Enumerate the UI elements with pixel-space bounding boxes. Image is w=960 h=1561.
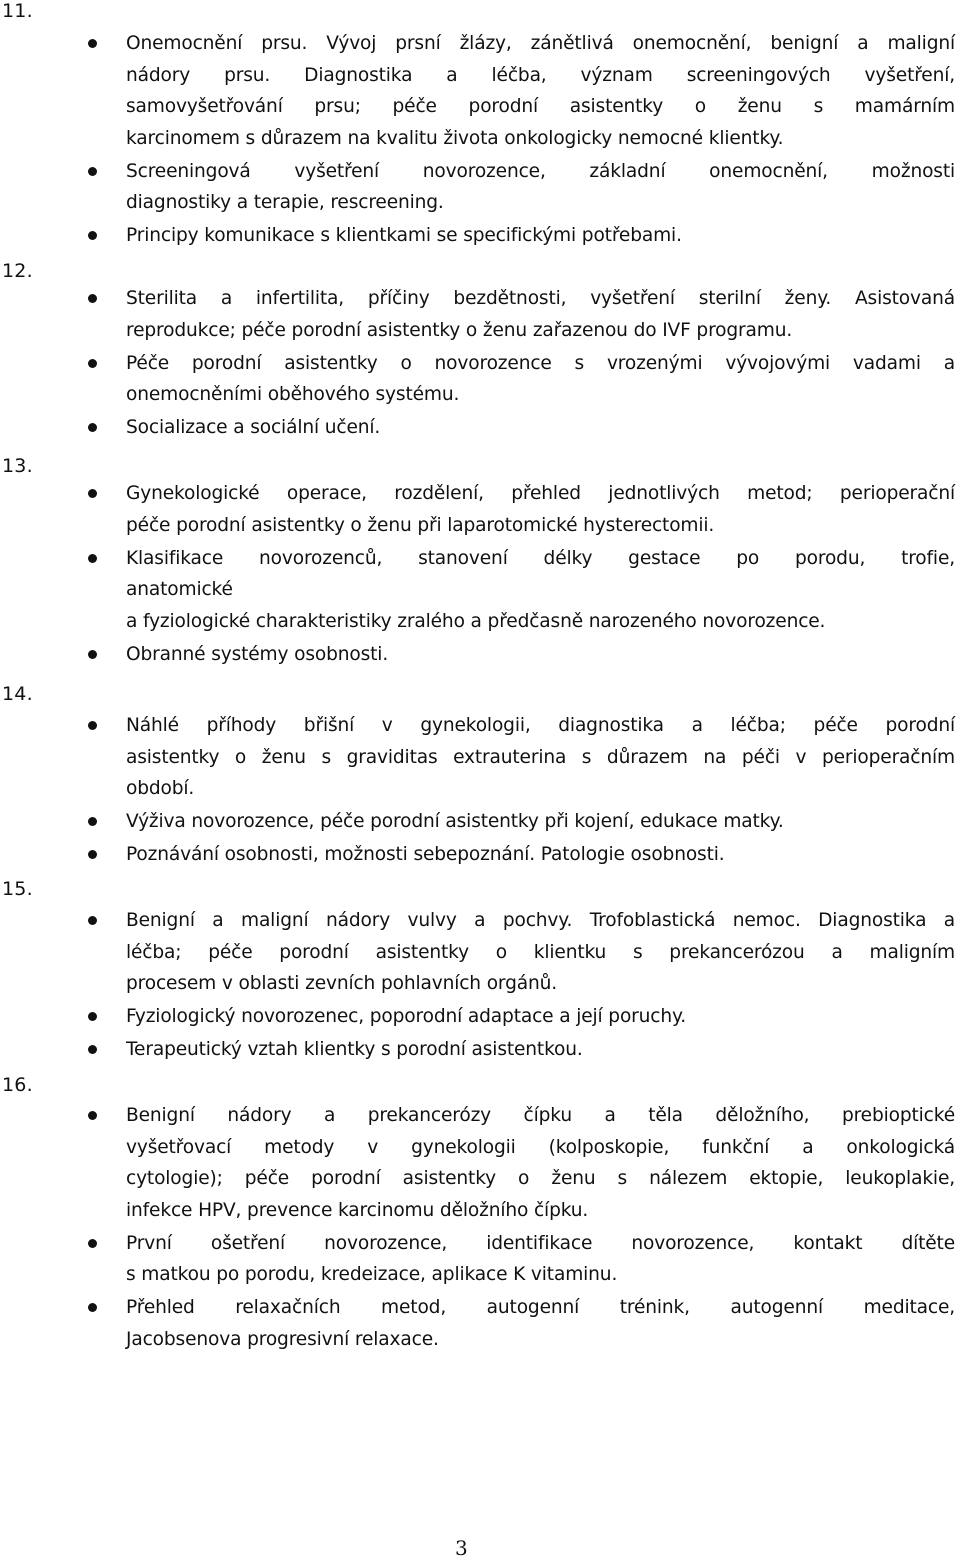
list-item-line: Přehled relaxačních metod, autogenní trénink, autogenní meditace, (126, 1297, 955, 1318)
list-item-line: Klasifikace novorozenců, stanovení délky gestace po porodu, trofie, (126, 547, 955, 569)
list-item-line: asistentky o ženu s graviditas extrauterina s důrazem na péči v perioperačním (126, 746, 955, 768)
bullet-icon (88, 1303, 97, 1312)
bullet-icon (88, 167, 97, 176)
bullet-icon (88, 39, 97, 48)
section-number: 12. (2, 260, 33, 282)
section-number: 16. (2, 1074, 33, 1096)
section-number: 15. (2, 878, 33, 900)
bullet-icon (88, 554, 97, 563)
list-item-line: Poznávání osobnosti, možnosti sebepoznání. Patologie osobnosti. (126, 844, 725, 865)
bullet-icon (88, 721, 97, 730)
list-item-line: Benigní a maligní nádory vulvy a pochvy. Trofoblastická nemoc. Diagnostika a (126, 910, 955, 931)
list-item-line: samovyšetřování prsu; péče porodní asistentky o ženu s mamárním (126, 96, 955, 117)
list-item-line: Náhlé příhody břišní v gynekologii, diagnostika a léčba; péče porodní (126, 715, 955, 736)
list-item-line: onemocněními oběhového systému. (126, 384, 460, 405)
list-item-line: Péče porodní asistentky o novorozence s vrozenými vývojovými vadami a (126, 352, 955, 374)
list-item-line: Socializace a sociální učení. (126, 417, 381, 438)
bullet-icon (88, 1045, 97, 1054)
bullet-icon (88, 850, 97, 859)
list-item-line: Gynekologické operace, rozdělení, přehled jednotlivých metod; perioperační (126, 483, 955, 504)
list-item-line: a fyziologické charakteristiky zralého a předčasně narozeného novorozence. (126, 610, 826, 632)
list-item-line: období. (126, 778, 195, 799)
bullet-icon (88, 1111, 97, 1120)
list-item-line: Onemocnění prsu. Vývoj prsní žlázy, zánětlivá onemocnění, benigní a maligní (126, 33, 955, 54)
bullet-icon (88, 423, 97, 432)
section-number: 14. (2, 683, 33, 705)
bullet-icon (88, 359, 97, 368)
list-item-line: anatomické (126, 579, 233, 600)
list-item-line: procesem v oblasti zevních pohlavních orgánů. (126, 973, 558, 994)
bullet-icon (88, 916, 97, 925)
bullet-icon (88, 1239, 97, 1248)
bullet-icon (88, 294, 97, 303)
list-item-line: Benigní nádory a prekancerózy čípku a těla děložního, prebioptické (126, 1105, 955, 1126)
list-item-line: Jacobsenova progresivní relaxace. (126, 1328, 439, 1350)
list-item-line: vyšetřovací metody v gynekologii (kolposkopie, funkční a onkologická (126, 1136, 955, 1158)
list-item-line: První ošetření novorozence, identifikace novorozence, kontakt dítěte (126, 1232, 955, 1254)
list-item-line: Obranné systémy osobnosti. (126, 643, 389, 665)
bullet-icon (88, 650, 97, 659)
list-item-line: Výživa novorozence, péče porodní asistentky při kojení, edukace matky. (126, 811, 784, 832)
list-item-line: Fyziologický novorozenec, poporodní adaptace a její poruchy. (126, 1006, 686, 1027)
page-number: 3 (455, 1536, 468, 1560)
list-item-line: nádory prsu. Diagnostika a léčba, význam screeningových vyšetření, (126, 64, 955, 86)
list-item-line: reprodukce; péče porodní asistentky o ženu zařazenou do IVF programu. (126, 319, 793, 341)
list-item-line: Terapeutický vztah klientky s porodní asistentkou. (126, 1039, 583, 1060)
list-item-line: Screeningová vyšetření novorozence, základní onemocnění, možnosti (126, 160, 955, 182)
section-number: 11. (2, 0, 33, 22)
list-item-line: s matkou po porodu, kredeizace, aplikace K vitaminu. (126, 1264, 618, 1285)
list-item-line: Sterilita a infertilita, příčiny bezdětnosti, vyšetření sterilní ženy. Asistovaná (126, 288, 955, 309)
list-item-line: péče porodní asistentky o ženu při laparotomické hysterectomii. (126, 514, 715, 536)
bullet-icon (88, 231, 97, 240)
section-number: 13. (2, 455, 33, 477)
list-item-line: cytologie); péče porodní asistentky o ženu s nálezem ektopie, leukoplakie, (126, 1168, 955, 1189)
bullet-icon (88, 1012, 97, 1021)
list-item-line: léčba; péče porodní asistentky o klientku s prekancerózou a maligním (126, 941, 955, 963)
list-item-line: Principy komunikace s klientkami se specifickými potřebami. (126, 225, 682, 246)
bullet-icon (88, 489, 97, 498)
list-item-line: diagnostiky a terapie, rescreening. (126, 192, 444, 213)
list-item-line: infekce HPV, prevence karcinomu děložního čípku. (126, 1199, 589, 1221)
bullet-icon (88, 817, 97, 826)
list-item-line: karcinomem s důrazem na kvalitu života onkologicky nemocné klientky. (126, 127, 784, 149)
